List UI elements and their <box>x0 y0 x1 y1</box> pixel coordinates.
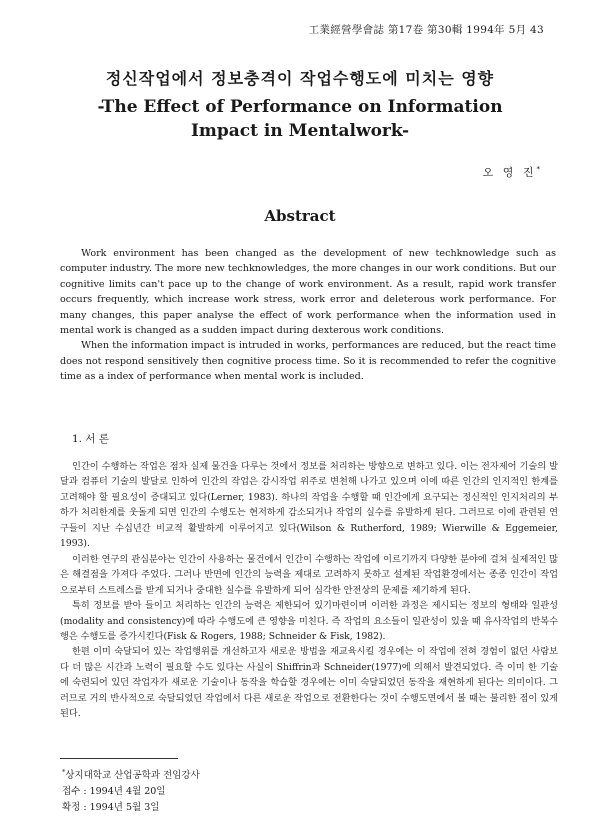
footnotes <box>62 764 200 816</box>
body-paragraph: 특히 정보를 받아 들이고 처리하는 인간의 능력은 제한되어 있기마련이며 이러한 과정은 제시되는 정보의 형태와 일관성(modality and consistency)에 따라 수행도에 큰 영향을 미친다. 즉 작업의 요소들이 일관성이 있을 때 유사작업의 반복수행은 수행도를 증가시킨다(Fisk & Rogers, 1988; Schneider & Fisk, 1982). <box>60 600 558 642</box>
affiliation-footnote <box>62 764 200 784</box>
footnote-rule <box>60 758 178 759</box>
korean-title: 정신작업에서 정보충격이 작업수행도에 미치는 영향 <box>105 69 495 88</box>
body-paragraph: 이러한 연구의 관심분야는 인간이 사용하는 물건에서 인간이 수행하는 작업에 이르기까지 다양한 분야에 걸쳐 실제적인 많은 해결점을 가져다 주었다. 그러나 반면에 인간의 능력을 제대로 고려하지 못하고 설계된 작업환경에서는 종종 인간이 작업으로부터 스트레스를 받게 되거나 중대한 실수를 유발하게 되어 심각한 안전상의 문제를 제기하게 된다. <box>60 553 558 596</box>
author-footnote-mark: * <box>536 165 540 174</box>
received-date: 접수 : 1994년 4월 20일 <box>62 786 166 798</box>
abstract-paragraph: Work environment has been changed as the development of new techknowledge such as computer industry. The more new techknowledges, the more changes in our work conditions. But our cognitive limits can't pace up to the change of work environment. As a result, rapid work transfer occurs frequently, which increase work stress, work error and deleterous work performance. For many changes, this paper analyse the effect of work performance when the information used in mental work is changed as a sudden impact during dexterous work conditions. <box>60 248 556 337</box>
abstract-body <box>60 246 556 385</box>
author-name: 오 영 진 <box>482 166 537 179</box>
body-paragraph: 한편 이미 숙달되어 있는 작업행위를 개선하고자 새로운 방법을 재교육시킬 경우에는 이 작업에 전혀 경험이 없던 사람보다 더 많은 시간과 노력이 필요할 수도 있다는 사실이 Shiffrin과 Schneider(1977)에 의해서 발견되었다. 즉 이미 한 기술에 숙련되어 있던 작업자가 새로운 기술이나 동작을 학습할 경우에는 이미 숙달되었던 동작을 재현하게 된다는 의미이다. 그러므로 거의 반사적으로 숙달되었던 작업에서 다른 새로운 작업으로 전환한다는 것이 수행도면에서 볼 때는 불리한 점이 있게 된다. <box>60 646 558 720</box>
journal-header: 工業經營學會誌 第17卷 第30輯 1994年 5月 43 <box>308 24 544 36</box>
abstract-heading: Abstract <box>264 207 336 225</box>
section-heading-introduction: 1. 서 론 <box>72 433 109 445</box>
author <box>483 164 540 180</box>
english-title-line2: Impact in Mentalwork- <box>190 121 410 141</box>
english-title-line1: -The Effect of Performance on Information <box>97 97 503 117</box>
title-block <box>0 66 600 143</box>
affiliation-text: 상지대학교 산업공학과 전임강사 <box>65 770 200 782</box>
affiliation-mark: * <box>62 768 66 776</box>
body-paragraph: 인간이 수행하는 작업은 점차 실제 물건을 다루는 것에서 정보를 처리하는 방향으로 변하고 있다. 이는 전자제어 기술의 발달과 컴퓨터 기술의 발달로 인하여 인간의 작업은 감시작업 위주로 변천해 나가고 있으며 이에 따른 인간의 인지적인 한계를 고려해야 할 필요성이 증대되고 있다(Lerner, 1983). 하나의 작업을 수행할 때 인간에게 요구되는 정신적인 인지처리의 부하가 처리한계를 웃돌게 되면 인간의 수행도는 현저하게 감소되거나 작업의 실수를 유발하게 된다. 그러므로 이에 관련된 연구들이 지난 수십년간 비교적 활발하게 이루어지고 있다(Wilson & Rutherford, 1989; Wierwille & Eggemeier, 1993). <box>60 461 558 550</box>
abstract-paragraph: When the information impact is intruded in works, performances are reduced, but the react time does not respond sensitively then cognitive process time. So it is recommended to refer the cognitive time as a index of performance when mental work is included. <box>60 340 556 383</box>
introduction-body <box>60 459 558 722</box>
accepted-date: 확정 : 1994년 5월 3일 <box>62 802 160 814</box>
